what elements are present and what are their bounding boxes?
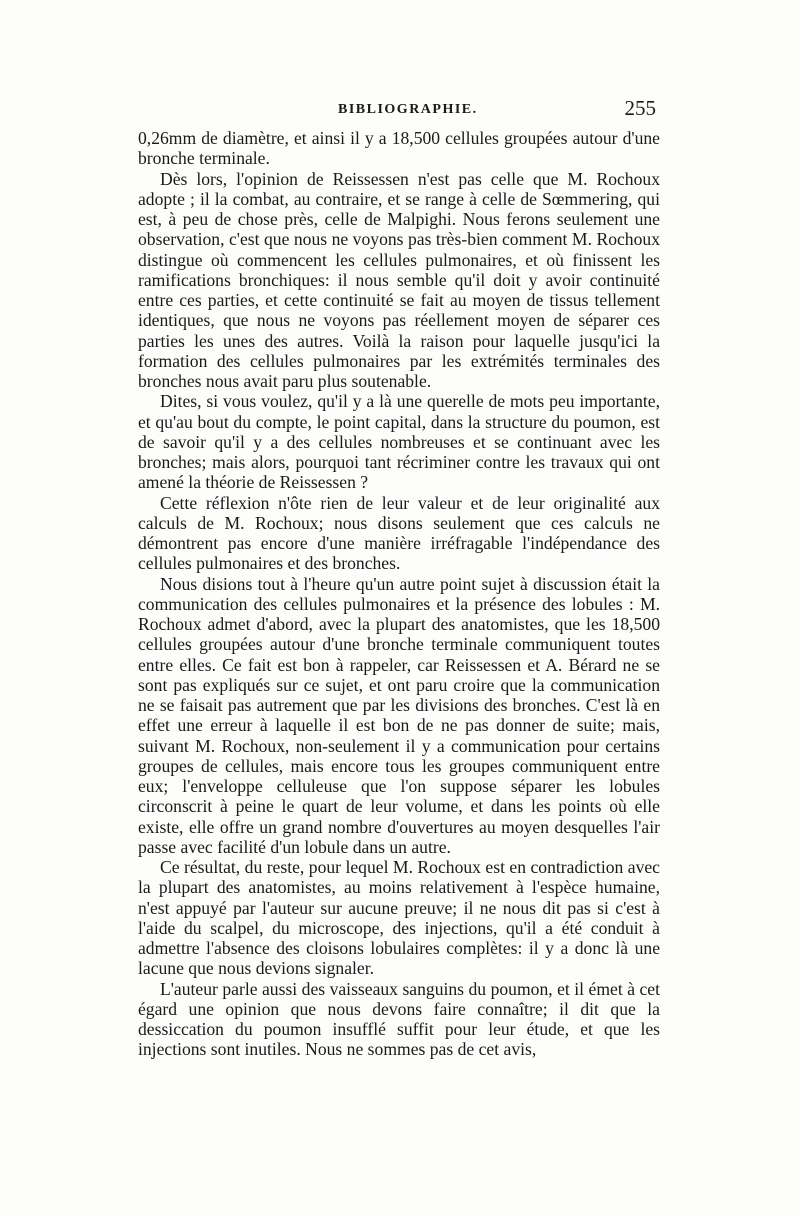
page-number: 255 [624,96,656,120]
paragraph-5: Nous disions tout à l'heure qu'un autre point sujet à discussion était la communication des cellules pulmonaires et la présence des lobules : M. Rochoux admet d'abord, avec la plupart des anatomistes, que les 18,500 cellules groupées autour d'une bronche terminale communiquent toutes entre elles. Ce fait est bon à rappeler, car Reissessen et A. Bérard ne se sont pas expliqués sur ce sujet, et ont paru croire que la communication ne se faisait pas autrement que par les divisions des bronches. C'est là en effet une erreur à laquelle il est bon de ne pas donner de suite; mais, suivant M. Rochoux, non-seulement il y a communication pour certains groupes de cellules, mais encore tous les groupes communiquent entre eux; l'enveloppe celluleuse que l'on suppose séparer les lobules circonscrit à peine le quart de leur volume, et dans les points où elle existe, elle offre un grand nombre d'ouvertures au moyen desquelles l'air passe avec facilité d'un lobule dans un autre. [138,573,660,857]
text-body [138,128,660,1060]
paragraph-4: Cette réflexion n'ôte rien de leur valeur et de leur originalité aux calculs de M. Rochoux; nous disons seulement que ces calculs ne démontrent pas encore d'une manière irréfragable l'indépendance des cellules pulmonaires et des bronches. [138,492,660,574]
paragraph-2: Dès lors, l'opinion de Reissessen n'est pas celle que M. Rochoux adopte ; il la combat, au contraire, et se range à celle de Sœmmering, qui est, à peu de chose près, celle de Malpighi. Nous ferons seulement une observation, c'est que nous ne voyons pas très-bien comment M. Rochoux distingue où commencent les cellules pulmonaires, et où finissent les ramifications bronchiques: il nous semble qu'il doit y avoir continuité entre ces parties, et cette continuité se fait au moyen de tissus tellement identiques, que nous ne voyons pas réellement moyen de séparer ces parties les unes des autres. Voilà la raison pour laquelle jusqu'ici la formation des cellules pulmonaires par les extrémités terminales des bronches nous avait paru plus soutenable. [138,168,660,391]
paragraph-1: 0,26mm de diamètre, et ainsi il y a 18,500 cellules groupées autour d'une bronche terminale. [138,128,660,169]
paragraph-6: Ce résultat, du reste, pour lequel M. Rochoux est en contradiction avec la plupart des anatomistes, au moins relativement à l'espèce humaine, n'est appuyé par l'auteur sur aucune preuve; il ne nous dit pas si c'est à l'aide du scalpel, du microscope, des injections, qu'il a été conduit à admettre l'absence des cloisons lobulaires complètes: il y a donc là une lacune que nous devions signaler. [138,857,660,979]
paragraph-3: Dites, si vous voulez, qu'il y a là une querelle de mots peu importante, et qu'au bout du compte, le point capital, dans la structure du poumon, est de savoir qu'il y a des cellules nombreuses et se continuant avec les bronches; mais alors, pourquoi tant récriminer contre les travaux qui ont amené la théorie de Reissessen ? [138,391,660,493]
paragraph-7: L'auteur parle aussi des vaisseaux sanguins du poumon, et il émet à cet égard une opinion que nous devons faire connaître; il dit que la dessiccation du poumon insufflé suffit pour leur étude, et que les injections sont inutiles. Nous ne sommes pas de cet avis, [138,978,660,1060]
page-header [138,96,658,126]
running-head: BIBLIOGRAPHIE. [338,102,478,117]
